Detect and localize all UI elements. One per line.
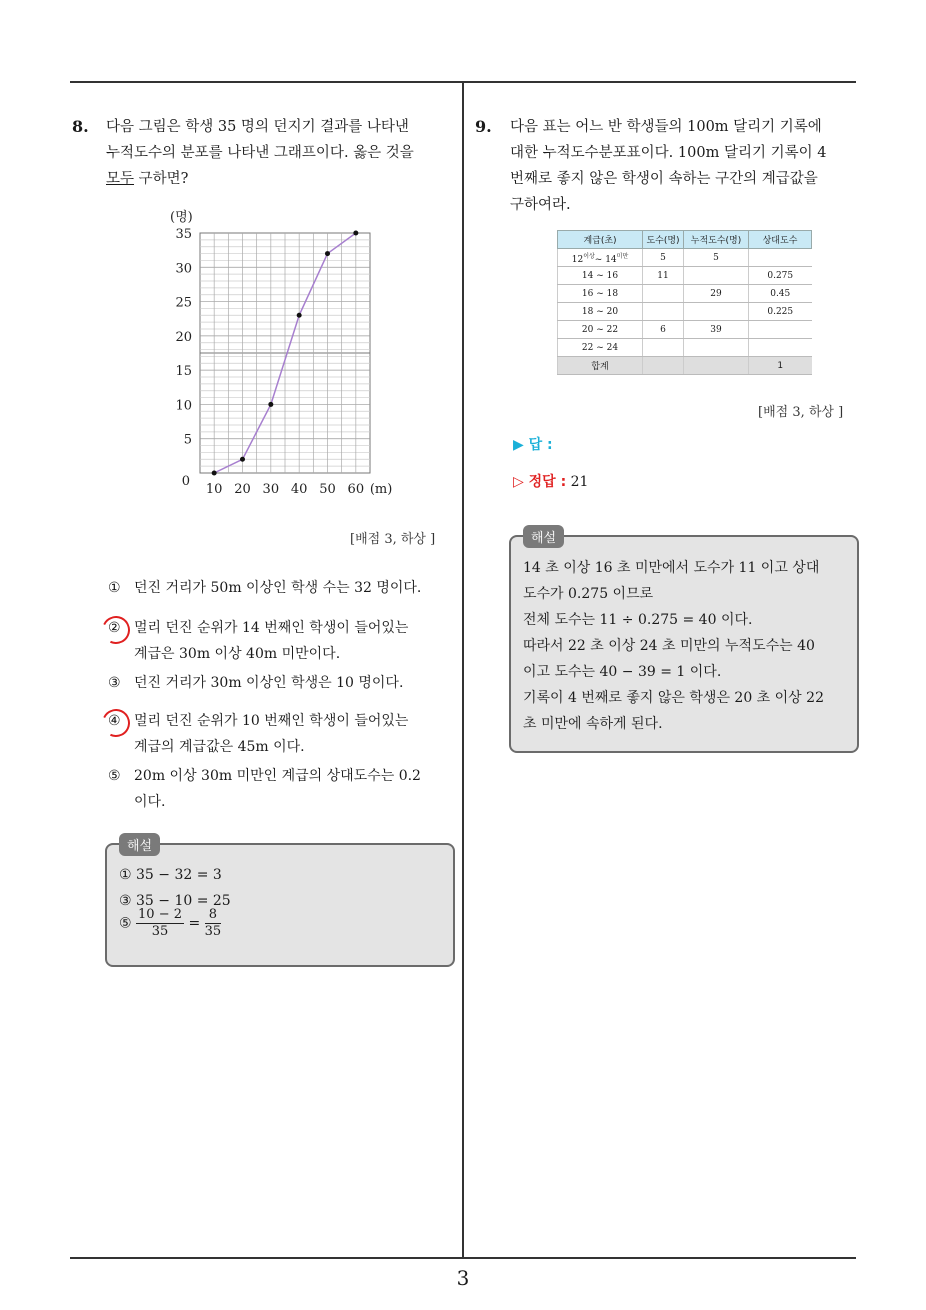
table-row	[558, 249, 812, 267]
choice-text-line2: 이다.	[134, 794, 166, 810]
answer-label: ▶ 답 :	[513, 437, 553, 453]
choice-text: 멀리 던진 순위가 14 번째인 학생이 들어있는	[134, 620, 409, 636]
table-cell	[749, 321, 812, 339]
solution-line: 도수가 0.275 이므로	[523, 586, 654, 602]
underlined-word: 모두	[106, 171, 135, 187]
choice-text-line2: 계급의 계급값은 45m 이다.	[134, 739, 305, 755]
table-cell	[684, 357, 749, 375]
q9-number: 9.	[475, 117, 492, 136]
table-cell: 0.225	[749, 303, 812, 321]
solution-line: 이고 도수는 40 − 39 = 1 이다.	[523, 664, 722, 680]
table-header: 누적도수(명)	[684, 231, 749, 249]
solution-line: ⑤ $\frac{10 - 2}{35}$ = $\frac{8}{35}$	[119, 907, 222, 939]
page-number: 3	[456, 1266, 470, 1290]
table-total-row	[558, 357, 812, 375]
y-tick-label: 10	[175, 398, 192, 414]
choice-number: ④	[108, 708, 134, 734]
choice-number: ⑤	[108, 768, 121, 784]
data-point	[325, 251, 330, 256]
table-header: 상대도수	[749, 231, 812, 249]
table-header: 도수(명)	[643, 231, 684, 249]
choice-text: 멀리 던진 순위가 10 번째인 학생이 들어있는	[134, 713, 409, 729]
q9-score: [배점 3, 하상 ]	[758, 405, 844, 420]
y-tick-label: 30	[175, 261, 192, 277]
x-tick-label: 50	[319, 482, 336, 497]
choice-1	[108, 575, 448, 601]
correct-label: ▷ 정답 :	[513, 474, 567, 490]
table-row	[558, 303, 812, 321]
x-tick-label: 60	[347, 482, 365, 497]
choice-text: 던진 거리가 50m 이상인 학생 수는 32 명이다.	[134, 580, 422, 596]
choice-number: ①	[108, 580, 121, 596]
data-point	[212, 471, 217, 476]
table-cell: 22 ~ 24	[558, 339, 643, 357]
table-cell	[749, 339, 812, 357]
solution-line: 14 초 이상 16 초 미만에서 도수가 11 이고 상대	[523, 560, 820, 576]
table-cell	[749, 249, 812, 267]
table-cell	[643, 357, 684, 375]
q8-solution-box	[105, 839, 455, 967]
x-tick-labels	[206, 482, 364, 497]
data-point	[240, 457, 245, 462]
correct-value: 21	[570, 474, 589, 490]
table-header: 계급(초)	[558, 231, 643, 249]
table-cell	[643, 339, 684, 357]
chart-grid	[200, 233, 370, 473]
choice-text: 던진 거리가 30m 이상인 학생은 10 명이다.	[134, 675, 404, 691]
choice-text: 20m 이상 30m 미만인 계급의 상대도수는 0.2	[134, 768, 421, 784]
table-row	[558, 267, 812, 285]
table-cell: 5	[643, 249, 684, 267]
y-tick-label: 35	[175, 227, 192, 242]
table-cell	[684, 303, 749, 321]
table-row	[558, 321, 812, 339]
cumulative-frequency-chart	[160, 205, 400, 505]
table-cell	[684, 267, 749, 285]
y-tick-label: 0	[181, 474, 190, 489]
fraction: $\frac{10 - 2}{35}$	[138, 907, 182, 939]
x-tick-label: 20	[234, 482, 251, 497]
bottom-rule	[70, 1257, 856, 1259]
solution-line: ① 35 − 32 = 3	[119, 867, 222, 883]
y-tick-label: 25	[175, 295, 192, 311]
table-cell: 0.275	[749, 267, 812, 285]
frequency-table	[557, 230, 812, 375]
table-header-row	[558, 231, 812, 249]
x-tick-label: 30	[262, 482, 280, 497]
x-tick-label: 10	[205, 482, 223, 497]
choice-5	[108, 763, 448, 815]
solution-tab: 해설	[523, 525, 564, 548]
solution-line: 기록이 4 번째로 좋지 않은 학생은 20 초 이상 22	[523, 690, 824, 706]
y-tick-label: 15	[175, 364, 192, 380]
table-cell: 39	[684, 321, 749, 339]
q9-text-line: 번째로 좋지 않은 학생이 속하는 구간의 계급값을	[510, 171, 818, 187]
q9-text-line: 다음 표는 어느 반 학생들의 100m 달리기 기록에	[510, 119, 822, 135]
table-cell	[643, 285, 684, 303]
table-cell: 16 ~ 18	[558, 285, 643, 303]
answer-row	[513, 434, 553, 454]
table-cell	[684, 339, 749, 357]
solution-line: 전체 도수는 11 ÷ 0.275 = 40 이다.	[523, 612, 753, 628]
data-point	[297, 313, 302, 318]
x-axis-unit: (m)	[369, 482, 393, 497]
choice-4	[108, 708, 448, 760]
table-cell: 20 ~ 22	[558, 321, 643, 339]
y-axis-label: (명)	[170, 210, 193, 225]
choice-number: ②	[108, 615, 134, 641]
table-cell: 0.45	[749, 285, 812, 303]
correct-answer-row	[513, 471, 588, 491]
q9-solution-box	[509, 531, 859, 753]
y-tick-labels	[175, 227, 192, 489]
table-cell: 11	[643, 267, 684, 285]
solution-line: ③ 35 − 10 = 25	[119, 893, 231, 909]
fraction: $\frac{8}{35}$	[204, 907, 222, 939]
data-point	[353, 231, 358, 236]
q8-number: 8.	[72, 117, 89, 136]
table-cell: 29	[684, 285, 749, 303]
solution-line: 초 미만에 속하게 된다.	[523, 716, 663, 732]
table-cell: 5	[684, 249, 749, 267]
q8-score: [배점 3, 하상 ]	[350, 532, 436, 547]
table-cell: 14 ~ 16	[558, 267, 643, 285]
table-row	[558, 285, 812, 303]
choice-number: ③	[108, 675, 121, 691]
table-cell: $12^{이상}\sim$ $14^{미만}$	[558, 249, 643, 267]
x-tick-label: 40	[290, 482, 308, 497]
solution-line: 따라서 22 초 이상 24 초 미만의 누적도수는 40	[523, 638, 815, 654]
choice-2	[108, 615, 448, 667]
q9-text-line: 구하여라.	[510, 197, 571, 213]
table-row	[558, 339, 812, 357]
table-cell: 6	[643, 321, 684, 339]
table-cell	[643, 303, 684, 321]
q8-text-line: 모두 구하면?	[106, 171, 189, 187]
q8-text-line: 다음 그림은 학생 35 명의 던지기 결과를 나타낸	[106, 119, 409, 135]
q9-text-line: 대한 누적도수분포표이다. 100m 달리기 기록이 4	[510, 145, 827, 161]
y-tick-label: 5	[183, 432, 192, 448]
table-cell: 합계	[558, 357, 643, 375]
column-divider	[462, 83, 464, 1257]
table-cell: 18 ~ 20	[558, 303, 643, 321]
choice-text-line2: 계급은 30m 이상 40m 미만이다.	[134, 646, 341, 662]
q8-text-line: 누적도수의 분포를 나타낸 그래프이다. 옳은 것을	[106, 145, 414, 161]
q9-text	[510, 114, 826, 218]
y-tick-label: 20	[175, 329, 192, 345]
table-cell: 1	[749, 357, 812, 375]
data-point	[268, 402, 273, 407]
choice-3	[108, 670, 448, 696]
solution-tab: 해설	[119, 833, 160, 856]
q8-text	[106, 114, 414, 192]
